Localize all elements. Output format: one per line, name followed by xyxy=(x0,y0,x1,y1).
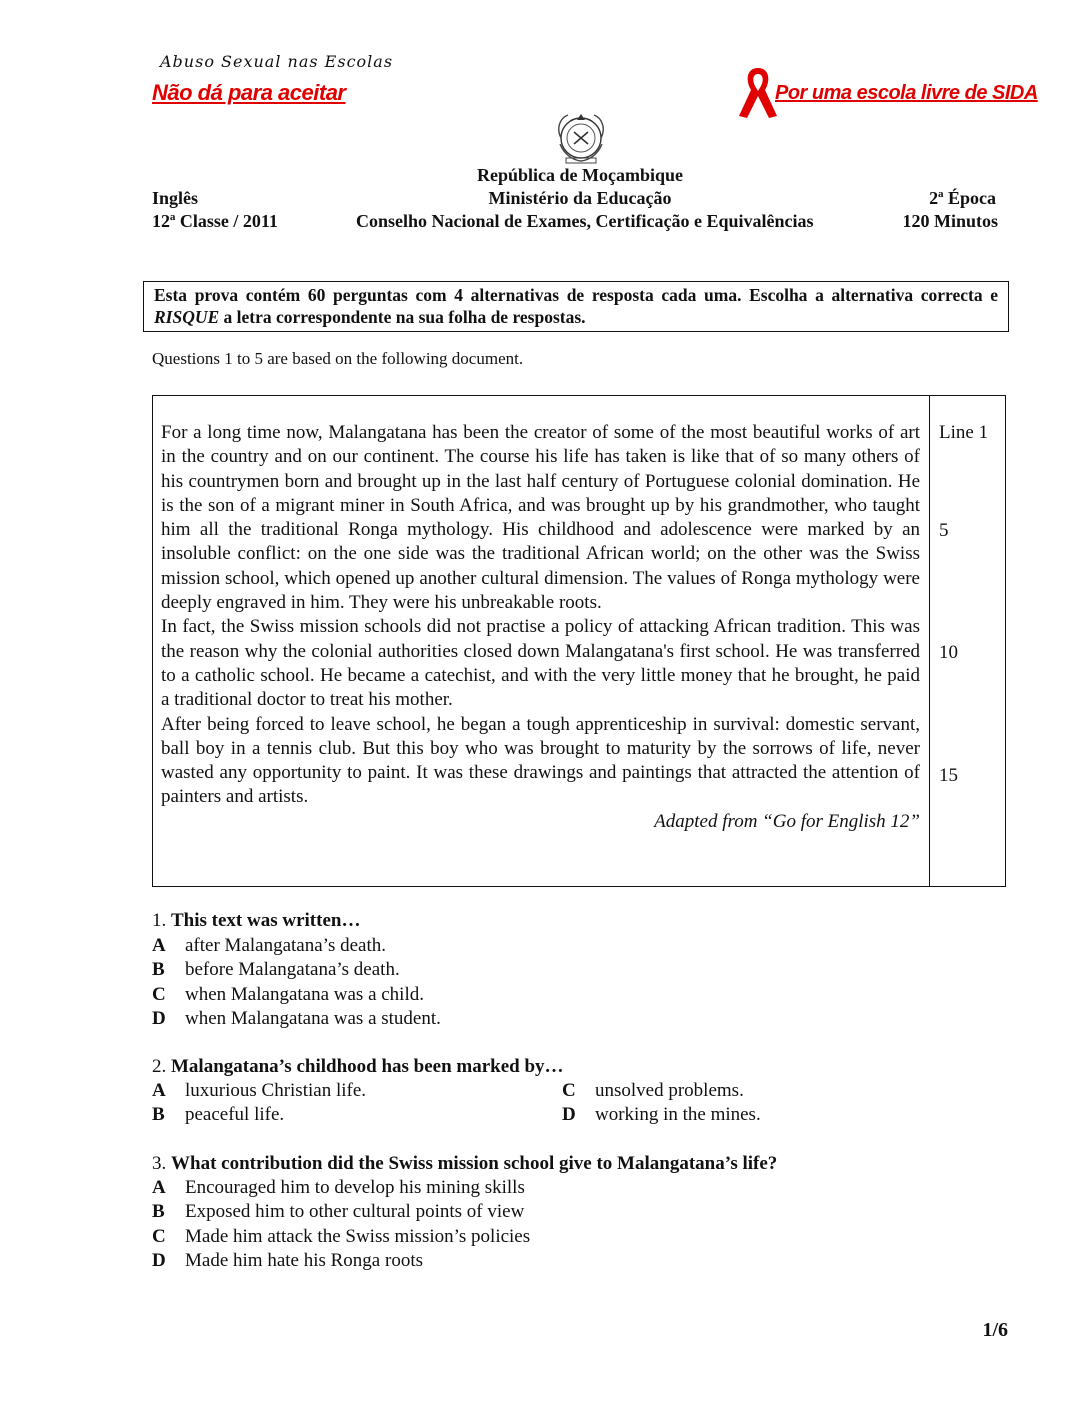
answer-option xyxy=(152,984,424,1006)
reading-passage xyxy=(152,395,1006,887)
slogan-top: Abuso Sexual nas Escolas xyxy=(160,52,394,71)
option-text: when Malangatana was a student. xyxy=(185,1008,441,1029)
option-text: working in the mines. xyxy=(595,1104,761,1125)
line-number-divider xyxy=(929,396,930,886)
council-title: Conselho Nacional de Exames, Certificação e Equivalências xyxy=(356,211,814,231)
instructions-emphasis: RISQUE xyxy=(154,307,220,327)
line-number: 10 xyxy=(939,642,958,663)
option-letter: A xyxy=(152,1080,166,1101)
option-text: Made him attack the Swiss mission’s policies xyxy=(185,1226,531,1247)
instructions-box xyxy=(143,281,1009,332)
passage-source: Adapted from “Go for English 12” xyxy=(654,810,920,832)
option-text: unsolved problems. xyxy=(595,1080,744,1101)
answer-option xyxy=(152,1008,441,1030)
option-text: peaceful life. xyxy=(185,1104,285,1125)
option-text: when Malangatana was a child. xyxy=(185,984,424,1005)
grade-year: 12ª Classe / 2011 xyxy=(152,211,278,231)
option-text: Exposed him to other cultural points of view xyxy=(185,1201,525,1222)
question-stem: Malangatana’s childhood has been marked by… xyxy=(171,1056,564,1077)
answer-option xyxy=(152,959,400,981)
question-2 xyxy=(152,1056,564,1078)
option-letter: A xyxy=(152,935,166,956)
option-text: Encouraged him to develop his mining skills xyxy=(185,1177,525,1198)
option-letter: A xyxy=(152,1177,166,1198)
question-stem: This text was written… xyxy=(171,910,361,931)
option-letter: B xyxy=(152,1104,165,1125)
coat-of-arms-icon xyxy=(552,110,610,166)
passage-paragraph: After being forced to leave school, he began a tough apprenticeship in survival: domestic servant, ball boy in a tennis club. But this boy who was brought to maturity by the sorrows of life, never wasted any opportunity to paint. It was these drawings and paintings that attracted the attention of painters and artists. xyxy=(161,713,920,808)
option-letter: C xyxy=(562,1080,576,1101)
option-letter: D xyxy=(562,1104,576,1125)
line-number: 5 xyxy=(939,520,949,541)
option-text: before Malangatana’s death. xyxy=(185,959,400,980)
answer-option xyxy=(152,1104,284,1126)
slogan-right: Por uma escola livre de SIDA xyxy=(775,82,1038,104)
answer-option xyxy=(152,1201,524,1223)
exam-subject: Inglês xyxy=(152,188,199,208)
question-1 xyxy=(152,910,360,932)
answer-option xyxy=(152,1226,530,1248)
ministry-title: Ministério da Educação xyxy=(488,188,672,208)
passage-text xyxy=(161,421,920,834)
passage-paragraph: For a long time now, Malangatana has been the creator of some of the most beautiful works of art in the country and on our continent. The course his life has taken is like that of so many others of his countrymen born and brought up in the last half century of Portuguese colonial domination. He is the son of a migrant miner in South Africa, and was brought up by his grandmother, who taught him all the traditional Ronga mythology. His childhood and adolescence were marked by an insoluble conflict: on the one side was the traditional African world; on the other was the Swiss mission school, which opened up another cultural dimension. The values of Ronga mythology were deeply engraved in him. They were his unbreakable roots. xyxy=(161,422,920,614)
answer-option xyxy=(152,1080,366,1102)
question-number: 3. xyxy=(152,1153,167,1174)
option-letter: B xyxy=(152,959,165,980)
answer-option xyxy=(562,1080,744,1102)
exam-duration: 120 Minutos xyxy=(902,211,998,231)
line-number: Line 1 xyxy=(939,422,989,443)
page-number: 1/6 xyxy=(982,1319,1008,1341)
instructions-text: Esta prova contém 60 perguntas com 4 alternativas de resposta cada uma. Escolha a alternativa correcta e xyxy=(154,285,998,305)
answer-option xyxy=(152,935,386,957)
republic-title: República de Moçambique xyxy=(476,165,683,185)
option-letter: C xyxy=(152,1226,166,1247)
slogan-left: Não dá para aceitar xyxy=(152,80,346,105)
option-letter: B xyxy=(152,1201,165,1222)
passage-intro: Questions 1 to 5 are based on the following document. xyxy=(152,349,524,368)
option-letter: C xyxy=(152,984,166,1005)
option-text: after Malangatana’s death. xyxy=(185,935,386,956)
passage-paragraph: In fact, the Swiss mission schools did not practise a policy of attacking African tradition. This was the reason why the colonial authorities closed down Malangatana's first school. He was transferred to a catholic school. He became a catechist, and with the very little money that he brought, he paid a traditional doctor to treat his mother. xyxy=(161,616,920,711)
option-letter: D xyxy=(152,1008,166,1029)
option-text: Made him hate his Ronga roots xyxy=(185,1250,423,1271)
exam-season: 2ª Época xyxy=(929,188,996,208)
answer-option xyxy=(562,1104,761,1126)
question-stem: What contribution did the Swiss mission school give to Malangatana’s life? xyxy=(171,1153,778,1174)
answer-option xyxy=(152,1250,423,1272)
question-3 xyxy=(152,1153,777,1175)
instructions-text-end: a letra correspondente na sua folha de respostas. xyxy=(219,307,586,327)
question-number: 1. xyxy=(152,910,167,931)
question-number: 2. xyxy=(152,1056,167,1077)
answer-option xyxy=(152,1177,525,1199)
option-text: luxurious Christian life. xyxy=(185,1080,367,1101)
line-number: 15 xyxy=(939,765,958,786)
option-letter: D xyxy=(152,1250,166,1271)
